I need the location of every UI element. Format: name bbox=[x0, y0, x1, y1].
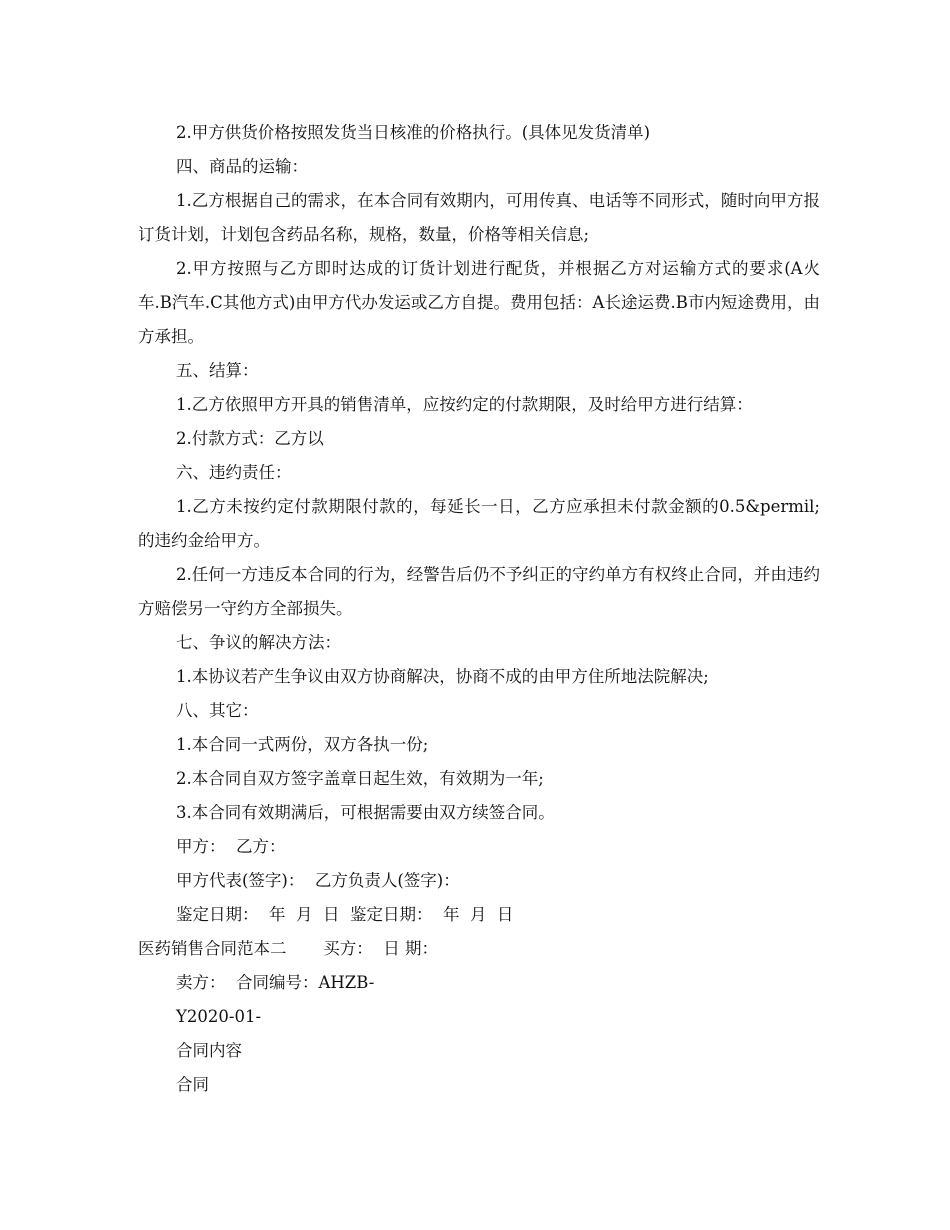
contract-body bbox=[138, 116, 820, 1102]
clause-order-plan: 1.乙方根据自己的需求，在本合同有效期内，可用传真、电话等不同形式，随时向甲方报订货计划，计划包含药品名称，规格，数量，价格等相关信息; bbox=[138, 191, 820, 244]
signature-representatives: 甲方代表(签字)： 乙方负责人(签字)： bbox=[176, 871, 460, 890]
seller-contract-number: 卖方： 合同编号：AHZB- bbox=[176, 973, 375, 992]
section-heading-settlement: 五、结算： bbox=[176, 361, 259, 380]
clause-copies: 1.本合同一式两份，双方各执一份; bbox=[176, 735, 429, 754]
contract-number-continued: Y2020-01- bbox=[176, 1007, 262, 1026]
section-heading-other: 八、其它： bbox=[176, 701, 259, 720]
clause-renewal: 3.本合同有效期满后，可根据需要由双方续签合同。 bbox=[176, 803, 555, 822]
contract-title-two: 医药销售合同范本二 买方： 日 期： bbox=[138, 939, 438, 958]
clause-delivery: 2.甲方按照与乙方即时达成的订货计划进行配货，并根据乙方对运输方式的要求(A火车.B汽车.C其他方式)由甲方代办发运或乙方自提。费用包括：A长途运费.B市内短途费用，由 方承担。 bbox=[138, 259, 820, 346]
section-heading-transport: 四、商品的运输： bbox=[176, 157, 308, 176]
signature-parties: 甲方： 乙方： bbox=[176, 837, 286, 856]
contract-label: 合同 bbox=[176, 1075, 209, 1094]
clause-late-payment: 1.乙方未按约定付款期限付款的，每延长一日，乙方应承担未付款金额的0.5&permil;的违约金给甲方。 bbox=[138, 497, 820, 550]
clause-settlement: 1.乙方依照甲方开具的销售清单，应按约定的付款期限，及时给甲方进行结算： bbox=[176, 395, 753, 414]
clause-payment-method: 2.付款方式：乙方以 bbox=[176, 429, 324, 448]
clause-price: 2.甲方供货价格按照发货当日核准的价格执行。(具体见发货清单) bbox=[176, 123, 651, 142]
section-heading-dispute: 七、争议的解决方法： bbox=[176, 633, 341, 652]
contract-content-heading: 合同内容 bbox=[176, 1041, 242, 1060]
signature-dates: 鉴定日期： 年 月 日 鉴定日期： 年 月 日 bbox=[176, 905, 514, 924]
clause-termination: 2.任何一方违反本合同的行为，经警告后仍不予纠正的守约单方有权终止合同，并由违约方赔偿另一守约方全部损失。 bbox=[138, 565, 820, 618]
clause-dispute: 1.本协议若产生争议由双方协商解决，协商不成的由甲方住所地法院解决; bbox=[176, 667, 709, 686]
section-heading-breach: 六、违约责任： bbox=[176, 463, 292, 482]
clause-effective: 2.本合同自双方签字盖章日起生效，有效期为一年; bbox=[176, 769, 544, 788]
